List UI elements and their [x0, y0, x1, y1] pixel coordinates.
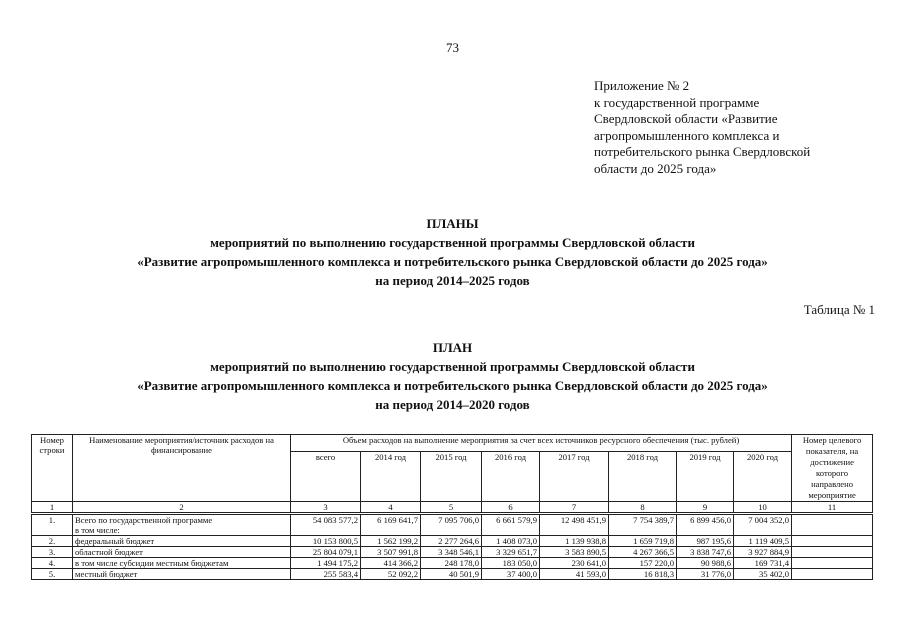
- value-2017: 1 139 938,8: [540, 536, 609, 547]
- appendix-line: Приложение № 2: [594, 78, 690, 93]
- value-2017: 12 498 451,9: [540, 514, 609, 536]
- value-2016: 183 050,0: [482, 558, 540, 569]
- value-total: 54 083 577,2: [291, 514, 361, 536]
- heading-line: на период 2014–2025 годов: [375, 273, 530, 288]
- value-total: 25 804 079,1: [291, 547, 361, 558]
- value-2018: 7 754 389,7: [609, 514, 677, 536]
- column-number: 3: [291, 502, 361, 514]
- column-number: 8: [609, 502, 677, 514]
- row-name: в том числе субсидии местным бюджетам: [73, 558, 291, 569]
- value-2017: 41 593,0: [540, 569, 609, 580]
- value-2015: 248 178,0: [421, 558, 482, 569]
- plans-heading: [0, 214, 905, 290]
- header-total: всего: [291, 452, 361, 502]
- column-number: 11: [792, 502, 873, 514]
- header-year: 2018 год: [609, 452, 677, 502]
- value-2016: 6 661 579,9: [482, 514, 540, 536]
- page-number: 73: [446, 40, 459, 55]
- column-number: 2: [73, 502, 291, 514]
- value-2015: 3 348 546,1: [421, 547, 482, 558]
- value-2019: 987 195,6: [677, 536, 734, 547]
- table-number: Таблица № 1: [803, 302, 875, 317]
- value-total: 255 583,4: [291, 569, 361, 580]
- column-number: 1: [32, 502, 73, 514]
- target-number: [792, 547, 873, 558]
- column-number: 10: [734, 502, 792, 514]
- header-year: 2014 год: [361, 452, 421, 502]
- value-2016: 3 329 651,7: [482, 547, 540, 558]
- heading-line: «Развитие агропромышленного комплекса и потребительского рынка Свердловской области до 2025 года»: [137, 254, 768, 269]
- value-2017: 3 583 890,5: [540, 547, 609, 558]
- table-row: [32, 569, 873, 580]
- appendix-line: агропромышленного комплекса и: [594, 127, 780, 143]
- value-2018: 16 818,3: [609, 569, 677, 580]
- value-2020: 3 927 884,9: [734, 547, 792, 558]
- row-name: областной бюджет: [73, 547, 291, 558]
- row-number: 3.: [32, 547, 73, 558]
- header-row-number: Номер строки: [32, 435, 73, 502]
- value-2020: 35 402,0: [734, 569, 792, 580]
- value-total: 1 494 175,2: [291, 558, 361, 569]
- heading-line: на период 2014–2020 годов: [375, 397, 530, 412]
- value-2014: 3 507 991,8: [361, 547, 421, 558]
- table-row: [32, 558, 873, 569]
- value-2020: 7 004 352,0: [734, 514, 792, 536]
- heading-line: мероприятий по выполнению государственной программы Свердловской области: [210, 359, 695, 374]
- value-2015: 2 277 264,6: [421, 536, 482, 547]
- value-2019: 31 776,0: [677, 569, 734, 580]
- value-2018: 157 220,0: [609, 558, 677, 569]
- value-2014: 52 092,2: [361, 569, 421, 580]
- header-name: Наименование мероприятия/источник расходов на финансирование: [73, 435, 291, 502]
- value-2014: 414 366,2: [361, 558, 421, 569]
- value-2019: 3 838 747,6: [677, 547, 734, 558]
- row-number: 4.: [32, 558, 73, 569]
- heading-line: ПЛАНЫ: [426, 216, 479, 231]
- row-name-text: Всего по государственной программе: [75, 515, 213, 525]
- header-year: 2015 год: [421, 452, 482, 502]
- table-row: [32, 547, 873, 558]
- column-number: 5: [421, 502, 482, 514]
- value-2014: 6 169 641,7: [361, 514, 421, 536]
- row-number: 1.: [32, 514, 73, 536]
- value-2017: 230 641,0: [540, 558, 609, 569]
- heading-line: «Развитие агропромышленного комплекса и потребительского рынка Свердловской области до 2025 года»: [137, 378, 768, 393]
- row-name-subtext: в том числе:: [75, 525, 120, 535]
- value-2019: 90 988,6: [677, 558, 734, 569]
- header-target: Номер целевого показателя, на достижение которого направлено мероприятие: [792, 435, 873, 502]
- value-2014: 1 562 199,2: [361, 536, 421, 547]
- plan-heading: [0, 338, 905, 414]
- header-year: 2017 год: [540, 452, 609, 502]
- header-volume: Объем расходов на выполнение мероприятия за счет всех источников ресурсного обеспечения (тыс. рублей): [291, 435, 792, 452]
- target-number: [792, 536, 873, 547]
- column-number: 9: [677, 502, 734, 514]
- row-name: [73, 514, 291, 536]
- value-2015: 40 501,9: [421, 569, 482, 580]
- column-number: 6: [482, 502, 540, 514]
- value-2018: 4 267 366,5: [609, 547, 677, 558]
- appendix-block: [594, 78, 884, 177]
- value-2018: 1 659 719,8: [609, 536, 677, 547]
- row-name: местный бюджет: [73, 569, 291, 580]
- header-year: 2020 год: [734, 452, 792, 502]
- target-number: [792, 558, 873, 569]
- value-2020: 1 119 409,5: [734, 536, 792, 547]
- row-number: 2.: [32, 536, 73, 547]
- header-year: 2016 год: [482, 452, 540, 502]
- appendix-line: области до 2025 года»: [594, 160, 717, 176]
- column-number: 4: [361, 502, 421, 514]
- column-number: 7: [540, 502, 609, 514]
- value-2016: 37 400,0: [482, 569, 540, 580]
- row-name: федеральный бюджет: [73, 536, 291, 547]
- appendix-line: потребительского рынка Свердловской: [594, 144, 811, 159]
- appendix-line: к государственной программе: [594, 94, 760, 110]
- header-year: 2019 год: [677, 452, 734, 502]
- target-number: [792, 514, 873, 536]
- appendix-line: Свердловской области «Развитие: [594, 111, 778, 126]
- plan-table: [31, 434, 873, 580]
- value-2020: 169 731,4: [734, 558, 792, 569]
- value-2015: 7 095 706,0: [421, 514, 482, 536]
- value-2016: 1 408 073,0: [482, 536, 540, 547]
- table-row: [32, 514, 873, 536]
- value-2019: 6 899 456,0: [677, 514, 734, 536]
- table-row: [32, 536, 873, 547]
- heading-line: ПЛАН: [432, 340, 473, 355]
- target-number: [792, 569, 873, 580]
- value-total: 10 153 800,5: [291, 536, 361, 547]
- heading-line: мероприятий по выполнению государственной программы Свердловской области: [210, 235, 695, 250]
- row-number: 5.: [32, 569, 73, 580]
